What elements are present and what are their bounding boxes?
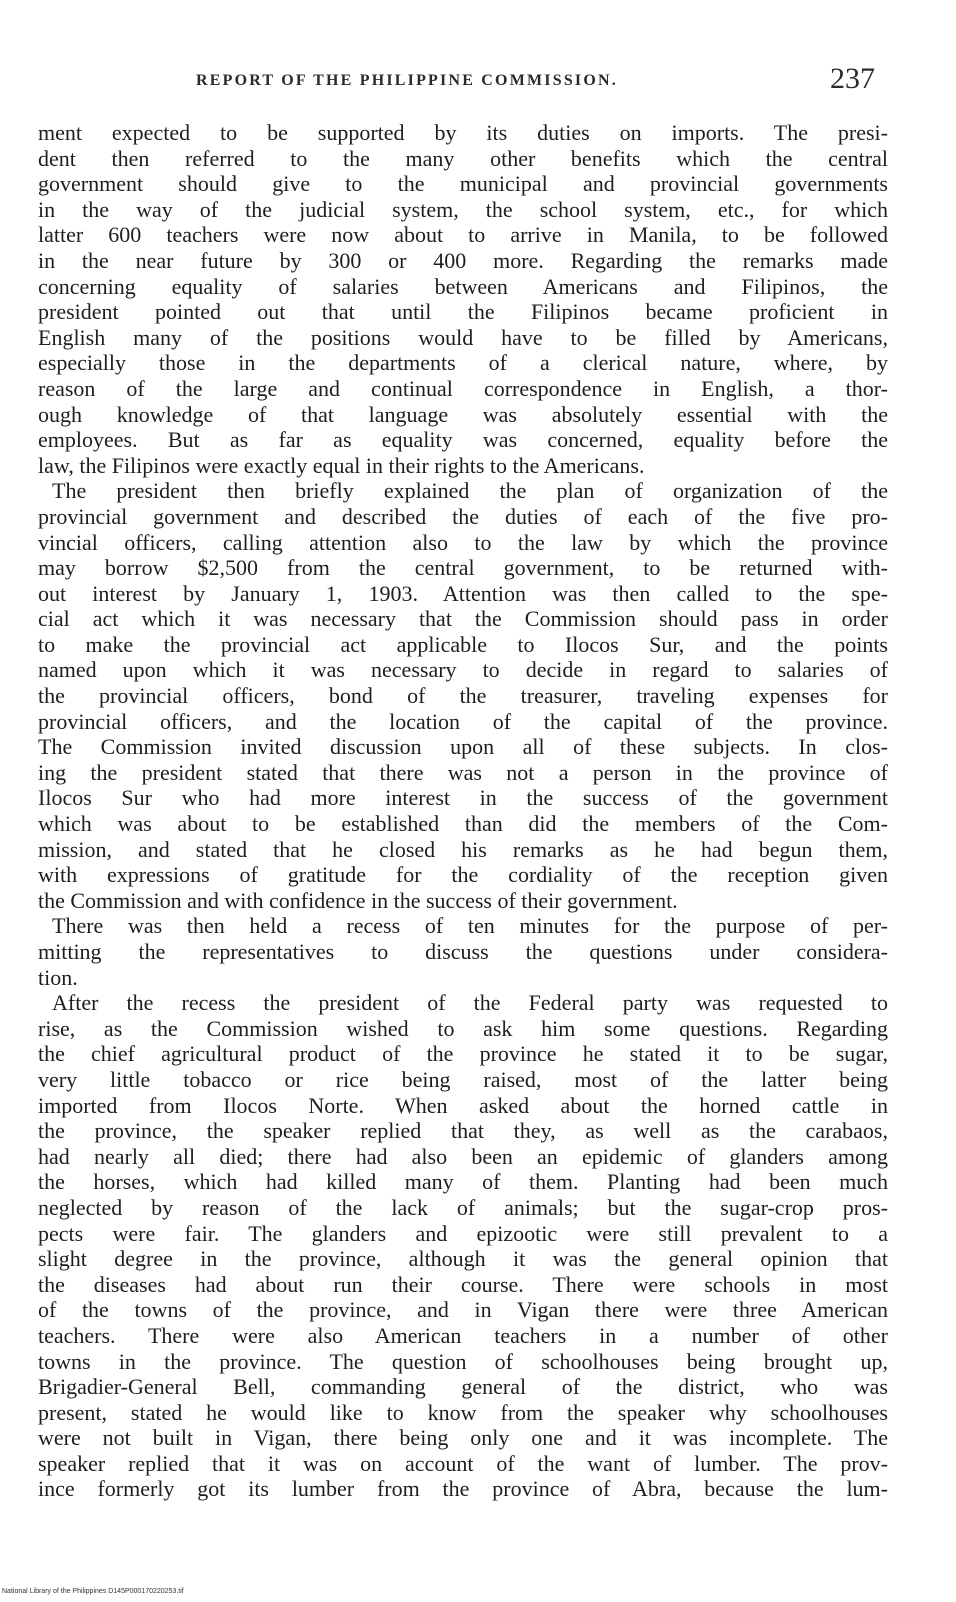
text-line: in the near future by 300 or 400 more. Regarding the remarks made bbox=[38, 247, 888, 273]
text-line: law, the Filipinos were exactly equal in their rights to the Americans. bbox=[38, 452, 645, 478]
text-line: out interest by January 1, 1903. Attention was then called to the spe- bbox=[38, 580, 888, 606]
text-line: There was then held a recess of ten minutes for the purpose of per- bbox=[52, 913, 888, 939]
text-line: present, stated he would like to know from the speaker why schoolhouses bbox=[38, 1399, 888, 1425]
text-line: towns in the province. The question of schoolhouses being brought up, bbox=[38, 1348, 888, 1374]
text-line: to make the provincial act applicable to Ilocos Sur, and the points bbox=[38, 631, 888, 657]
text-line: of the towns of the province, and in Vigan there were three American bbox=[38, 1297, 888, 1323]
text-line: which was about to be established than did the members of the Com- bbox=[38, 811, 888, 837]
text-line: vincial officers, calling attention also to the law by which the province bbox=[38, 529, 888, 555]
text-line: provincial officers, and the location of the capital of the province. bbox=[38, 708, 888, 734]
text-line: slight degree in the province, although it was the general opinion that bbox=[38, 1246, 888, 1272]
text-line: ough knowledge of that language was absolutely essential with the bbox=[38, 401, 888, 427]
text-line: the Commission and with confidence in the success of their government. bbox=[38, 887, 678, 913]
text-line: neglected by reason of the lack of animals; but the sugar-crop pros- bbox=[38, 1194, 888, 1220]
text-line: the chief agricultural product of the province he stated it to be sugar, bbox=[38, 1041, 888, 1067]
text-line: dent then referred to the many other benefits which the central bbox=[38, 145, 888, 171]
text-line: very little tobacco or rice being raised, most of the latter being bbox=[38, 1066, 888, 1092]
text-line: pects were fair. The glanders and epizootic were still prevalent to a bbox=[38, 1220, 888, 1246]
text-line: rise, as the Commission wished to ask him some questions. Regarding bbox=[38, 1015, 888, 1041]
text-line: the diseases had about run their course. There were schools in most bbox=[38, 1271, 888, 1297]
text-line: government should give to the municipal and provincial governments bbox=[38, 171, 888, 197]
text-line: the horses, which had killed many of them. Planting had been much bbox=[38, 1169, 888, 1195]
text-line: with expressions of gratitude for the cordiality of the reception given bbox=[38, 862, 888, 888]
text-line: had nearly all died; there had also been an epidemic of glanders among bbox=[38, 1143, 888, 1169]
page-number: 237 bbox=[830, 62, 875, 95]
text-line: imported from Ilocos Norte. When asked about the horned cattle in bbox=[38, 1092, 888, 1118]
text-line: especially those in the departments of a clerical nature, where, by bbox=[38, 350, 888, 376]
text-line: latter 600 teachers were now about to arrive in Manila, to be followed bbox=[38, 222, 888, 248]
text-line: Brigadier-General Bell, commanding general of the district, who was bbox=[38, 1374, 888, 1400]
body-text bbox=[38, 120, 888, 1502]
text-line: speaker replied that it was on account of the want of lumber. The prov- bbox=[38, 1450, 888, 1476]
text-line: Ilocos Sur who had more interest in the success of the government bbox=[38, 785, 888, 811]
text-line: named upon which it was necessary to decide in regard to salaries of bbox=[38, 657, 888, 683]
text-line: were not built in Vigan, there being only one and it was incomplete. The bbox=[38, 1425, 888, 1451]
text-line: employees. But as far as equality was concerned, equality before the bbox=[38, 427, 888, 453]
text-line: in the way of the judicial system, the school system, etc., for which bbox=[38, 196, 888, 222]
text-line: the province, the speaker replied that they, as well as the carabaos, bbox=[38, 1118, 888, 1144]
text-line: may borrow $2,500 from the central government, to be returned with- bbox=[38, 555, 888, 581]
text-line: tion. bbox=[38, 964, 78, 990]
text-line: reason of the large and continual correspondence in English, a thor- bbox=[38, 375, 888, 401]
text-line: After the recess the president of the Federal party was requested to bbox=[52, 990, 888, 1016]
text-line: provincial government and described the duties of each of the five pro- bbox=[38, 503, 888, 529]
text-line: president pointed out that until the Filipinos became proficient in bbox=[38, 299, 888, 325]
text-line: cial act which it was necessary that the Commission should pass in order bbox=[38, 606, 888, 632]
text-line: mission, and stated that he closed his remarks as he had begun them, bbox=[38, 836, 888, 862]
text-line: ing the president stated that there was not a person in the province of bbox=[38, 759, 888, 785]
text-line: concerning equality of salaries between Americans and Filipinos, the bbox=[38, 273, 888, 299]
text-line: teachers. There were also American teachers in a number of other bbox=[38, 1322, 888, 1348]
text-line: The Commission invited discussion upon all of these subjects. In clos- bbox=[38, 734, 888, 760]
text-line: mitting the representatives to discuss the questions under considera- bbox=[38, 939, 888, 964]
scan-footer: National Library of the Philippines D145P000170220253.tif bbox=[2, 1588, 184, 1595]
text-line: ince formerly got its lumber from the province of Abra, because the lum- bbox=[38, 1476, 888, 1502]
text-line: The president then briefly explained the plan of organization of the bbox=[52, 478, 888, 504]
text-line: the provincial officers, bond of the treasurer, traveling expenses for bbox=[38, 683, 888, 709]
text-line: English many of the positions would have to be filled by Americans, bbox=[38, 324, 888, 350]
running-head: REPORT OF THE PHILIPPINE COMMISSION. bbox=[196, 72, 618, 89]
text-line: ment expected to be supported by its duties on imports. The presi- bbox=[38, 120, 888, 145]
